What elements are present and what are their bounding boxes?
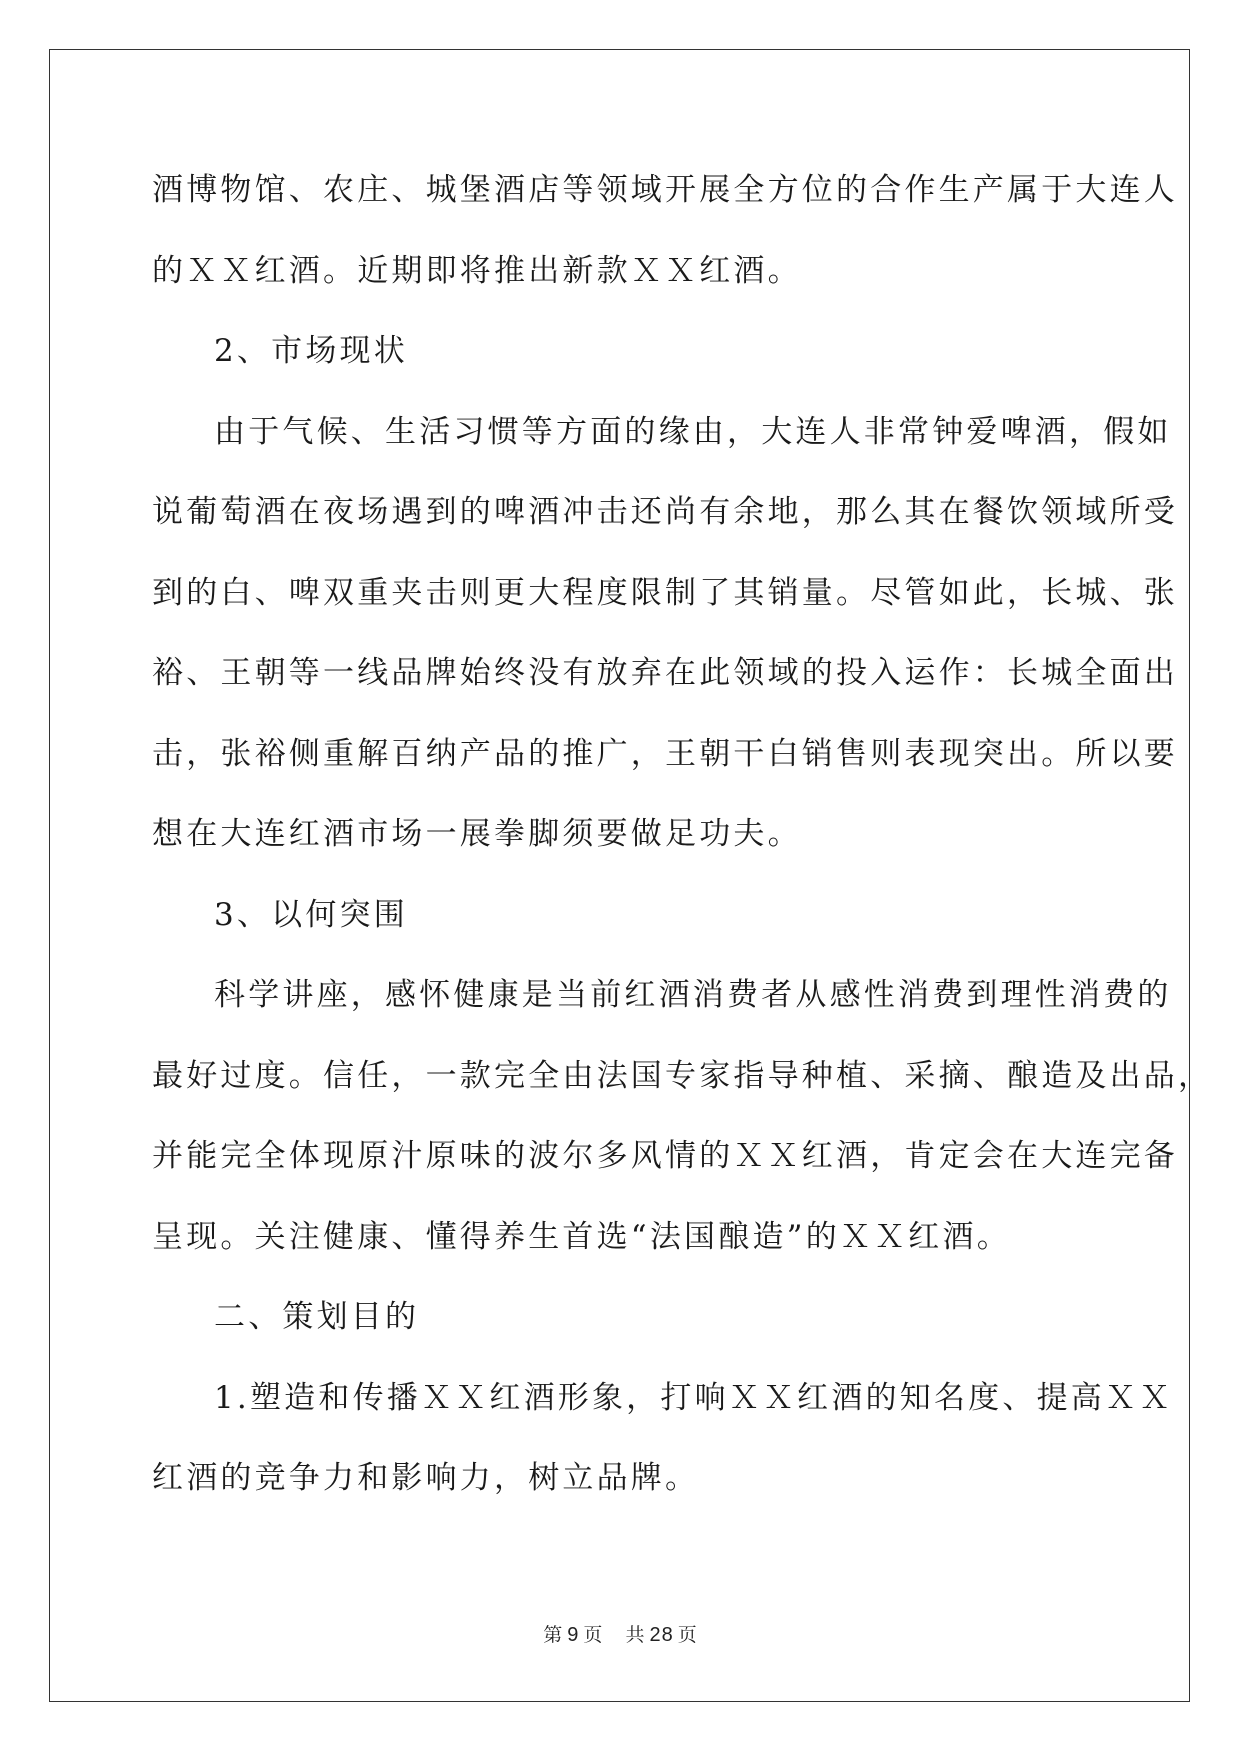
page-number: 9 xyxy=(567,1624,580,1646)
text-line: 说葡萄酒在夜场遇到的啤酒冲击还尚有余地，那么其在餐饮领域所受 xyxy=(152,494,1178,530)
text-line: 到的白、啤双重夹击则更大程度限制了其销量。尽管如此，长城、张 xyxy=(152,574,1178,611)
page-footer xyxy=(0,1620,1241,1647)
section-heading: 3、以何突围 xyxy=(214,896,408,933)
text-line: 呈现。关注健康、懂得养生首选“法国酿造”的ＸＸ红酒。 xyxy=(152,1218,1011,1255)
text-line: 由于气候、生活习惯等方面的缘由，大连人非常钟爱啤酒，假如 xyxy=(214,413,1172,450)
text-line: 想在大连红酒市场一展拳脚须要做足功夫。 xyxy=(152,816,802,852)
page-prefix: 第 xyxy=(543,1624,564,1646)
total-suffix: 页 xyxy=(677,1624,698,1646)
text-line: 最好过度。信任，一款完全由法国专家指导种植、采摘、酿造及出品， xyxy=(152,1057,1213,1094)
text-line: 科学讲座，感怀健康是当前红酒消费者从感性消费到理性消费的 xyxy=(214,977,1172,1013)
section-heading: 2、市场现状 xyxy=(214,333,408,369)
section-heading: 二、策划目的 xyxy=(214,1299,420,1335)
document-body xyxy=(152,160,1213,1529)
text-line: 并能完全体现原汁原味的波尔多风情的ＸＸ红酒，肯定会在大连完备 xyxy=(152,1138,1178,1174)
text-line: 1.塑造和传播ＸＸ红酒形象，打响ＸＸ红酒的知名度、提高ＸＸ xyxy=(214,1379,1174,1416)
text-line: 裕、王朝等一线品牌始终没有放弃在此领域的投入运作：长城全面出 xyxy=(152,655,1178,691)
text-line: 击，张裕侧重解百纳产品的推广，王朝干白销售则表现突出。所以要 xyxy=(152,735,1178,772)
page-suffix: 页 xyxy=(583,1624,604,1646)
total-pages: 28 xyxy=(649,1624,674,1646)
text-line: 的ＸＸ红酒。近期即将推出新款ＸＸ红酒。 xyxy=(152,252,802,289)
text-line: 红酒的竞争力和影响力，树立品牌。 xyxy=(152,1460,700,1496)
total-prefix: 共 xyxy=(625,1624,646,1646)
text-line: 酒博物馆、农庄、城堡酒店等领域开展全方位的合作生产属于大连人 xyxy=(152,172,1178,208)
